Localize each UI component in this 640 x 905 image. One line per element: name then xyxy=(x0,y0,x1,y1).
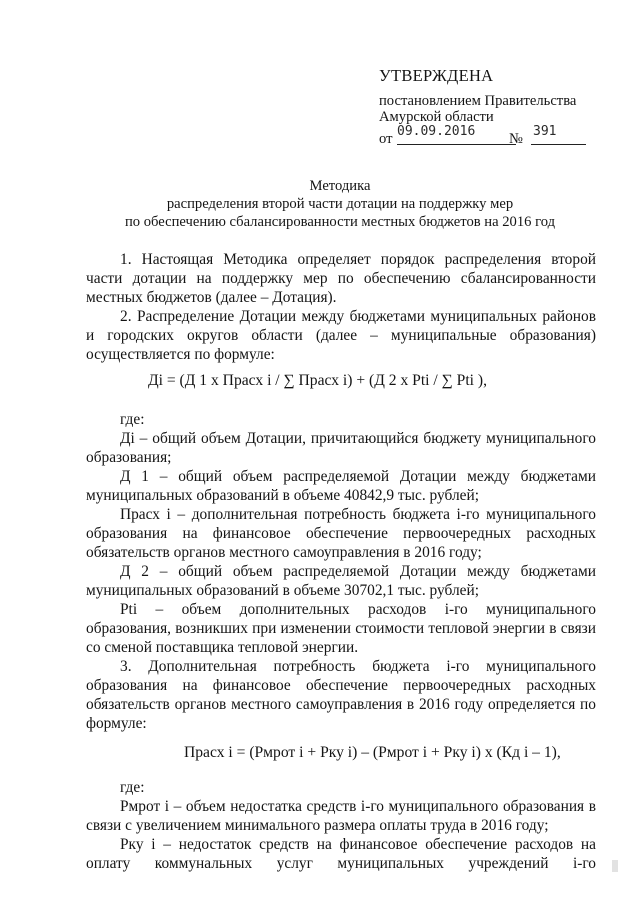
formula-dotation: Дi = (Д 1 х Прасх i / ∑ Прасх i) + (Д 2 х Рti / ∑ Рti ), xyxy=(148,372,487,389)
doc-title: Методика xyxy=(309,178,371,194)
formula-need: Прасх i = (Рмрот i + Рку i) – (Рмрот i + Рку i) х (Кд i – 1), xyxy=(184,744,561,761)
definition-line: оплату коммунальных услуг муниципальных учреждений i-го xyxy=(86,855,596,872)
definition-line: образования на финансовое обеспечение первоочередных расходных xyxy=(86,525,596,542)
definition-line: муниципальных образований в объеме 30702,1 тыс. рублей; xyxy=(86,582,479,599)
scan-mark xyxy=(612,860,618,872)
number-sign: № xyxy=(509,131,523,147)
definition-line: Рмрот i – объем недостатка средств i-го муниципального образования в xyxy=(120,798,596,815)
number-underline xyxy=(531,144,586,145)
definition-line: Д 1 – общий объем распределяемой Дотации между бюджетами xyxy=(120,468,596,485)
approval-date: 09.09.2016 xyxy=(397,124,476,139)
from-label: от xyxy=(379,131,393,147)
definition-line: Рti – объем дополнительных расходов i-го муниципального xyxy=(120,601,596,618)
doc-title-line-3: по обеспечению сбалансированности местных бюджетов на 2016 год xyxy=(124,214,555,230)
approval-line-2: Амурской области xyxy=(379,109,494,125)
approval-line-1: постановлением Правительства xyxy=(379,93,577,109)
definition-line: обязательств органов местного самоуправления в 2016 году; xyxy=(86,544,482,561)
definition-line: Прасх i – дополнительная потребность бюджета i-го муниципального xyxy=(120,506,596,523)
paragraph-line: осуществляется по формуле: xyxy=(86,346,275,363)
paragraph-line: 2. Распределение Дотации между бюджетами муниципальных районов xyxy=(120,308,596,325)
paragraph-line: обязательств органов местного самоуправления в 2016 году определяется по xyxy=(86,696,596,713)
definition-line: Д 2 – общий объем распределяемой Дотации между бюджетами xyxy=(120,563,596,580)
approval-heading: УТВЕРЖДЕНА xyxy=(379,66,494,85)
definition-line: Дi – общий объем Дотации, причитающийся бюджету муниципального xyxy=(120,430,596,447)
paragraph-line: где: xyxy=(120,779,145,796)
definition-line: Рку i – недостаток средств на финансовое обеспечение расходов на xyxy=(120,836,596,853)
paragraph-line: местных бюджетов (далее – Дотация). xyxy=(86,289,337,306)
definition-line: муниципальных образований в объеме 40842,9 тыс. рублей; xyxy=(86,487,479,504)
paragraph-line: и городских округов области (далее – муниципальные образования) xyxy=(86,327,596,344)
doc-title-line-2: распределения второй части дотации на поддержку мер xyxy=(166,196,514,212)
paragraph-line: где: xyxy=(120,411,145,428)
definition-line: со сменой поставщика тепловой энергии. xyxy=(86,639,359,656)
definition-line: образования; xyxy=(86,449,172,466)
paragraph-line: образования на финансовое обеспечение первоочередных расходных xyxy=(86,677,596,694)
definition-line: связи с увеличением минимального размера оплаты труда в 2016 году; xyxy=(86,817,549,834)
definition-line: образования, возникших при изменении стоимости тепловой энергии в связи xyxy=(86,620,596,637)
approval-number: 391 xyxy=(533,124,557,139)
paragraph-line: 3. Дополнительная потребность бюджета i-го муниципального xyxy=(120,658,596,675)
approval-date-number xyxy=(379,124,589,146)
date-underline xyxy=(397,144,516,145)
paragraph-line: 1. Настоящая Методика определяет порядок распределения второй xyxy=(120,251,596,268)
paragraph-line: формуле: xyxy=(86,715,147,732)
paragraph-line: части дотации на поддержку мер по обеспечению сбалансированности xyxy=(86,270,596,287)
